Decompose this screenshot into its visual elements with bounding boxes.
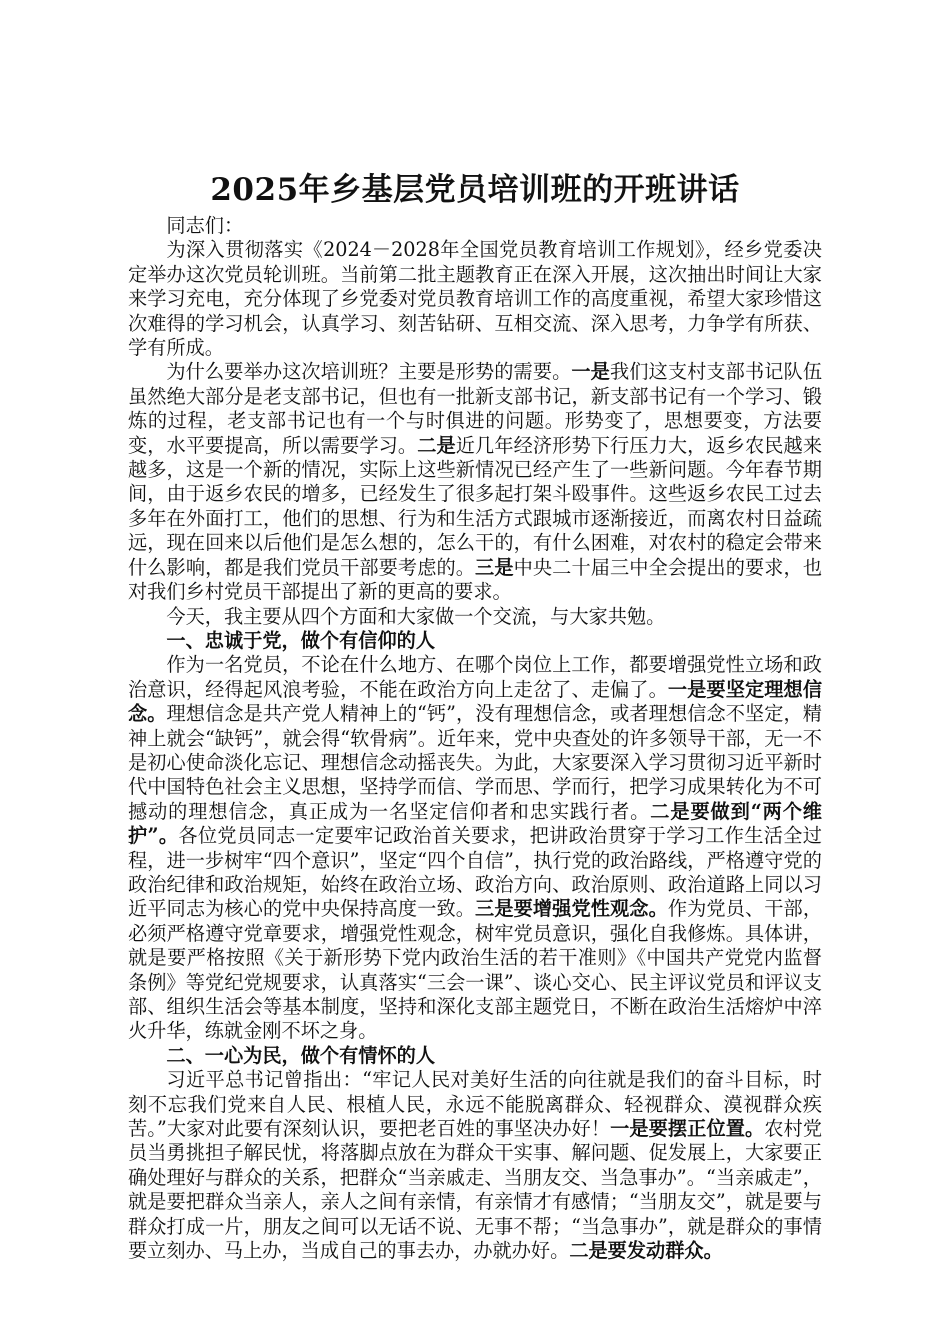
text-run: 作为党员、干部，必须严格遵守党章要求，增强党性观念，树牢党员意识，强化自我修炼。具体讲，就是要严格按照《关于新形势下党内政治生活的若干准则》《中国共产党党内监督条例》等党纪党规要求，认真落实“三会一课”、谈心交心、民主评议党员和评议支部、组织生活会等基本制度，坚持和深化支部主题党日，不断在政治生活熔炉中淬火升华，练就金刚不坏之身。 (128, 897, 823, 1043)
bold-run: 一是要坚定理想信念。 (128, 677, 823, 726)
paragraph-purpose (128, 360, 822, 604)
paragraph-section-2 (128, 1068, 822, 1263)
paragraph-overview: 今天，我主要从四个方面和大家做一个交流，与大家共勉。 (166, 604, 666, 628)
bold-run: 三是 (475, 555, 514, 579)
text-run: 作为一名党员，不论在什么地方、在哪个岗位上工作，都要增强党性立场和政治意识，经得起风浪考验，不能在政治方向上走岔了、走偏了。 (128, 653, 822, 701)
paragraph-intro: 为深入贯彻落实《2024－2028年全国党员教育培训工作规划》，经乡党委决定举办这次党员轮训班。当前第二批主题教育正在深入开展，这次抽出时间让大家来学习充电，充分体现了乡党委对党员教育培训工作的高度重视，希望大家珍惜这次难得的学习机会，认真学习、刻苦钻研、互相交流、深入思考，力争学有所获、学有所成。 (128, 238, 822, 360)
bold-run: 二是要发动群众。 (569, 1239, 723, 1263)
bold-run: 二是 (417, 433, 456, 457)
document-page (128, 170, 822, 1263)
text-run: 中央二十届三中全会提出的要求，也对我们乡村党员干部提出了新的更高的要求。 (128, 555, 823, 604)
document-title: 2025年乡基层党员培训班的开班讲话 (210, 172, 740, 208)
section-heading-2: 二、一心为民，做个有情怀的人 (166, 1043, 436, 1067)
text-run: 理想信念是共产党人精神上的“钙”，没有理想信念，或者理想信念不坚定，精神上就会“缺钙”，就会得“软骨病”。近年来，党中央查处的许多领导干部，无一不是初心使命淡化忘记、理想信念动摇丧失。为此，大家要深入学习贯彻习近平新时代中国特色社会主义思想，坚持学而信、学而思、学而行，把学习成果转化为不可撼动的理想信念，真正成为一名坚定信仰者和忠实践行者。 (128, 702, 822, 823)
bold-run: 二是要做到“两个维护”。 (128, 799, 822, 848)
text-run: 农村党员当勇挑担子解民忧，将落脚点放在为群众干实事、解问题、促发展上，大家要正确处理好与群众的关系，把群众“当亲戚走、当朋友交、当急事办”。“当亲戚走”，就是要把群众当亲人，亲人之间有亲情，有亲情才有感情；“当朋友交”，就是要与群众打成一片，朋友之间可以无话不说、无事不帮；“当急事办”，就是群众的事情要立刻办、马上办，当成自己的事去办，办就办好。 (128, 1117, 823, 1263)
salutation: 同志们： (166, 214, 244, 237)
paragraph-section-1 (128, 653, 822, 1044)
bold-run: 三是要增强党性观念。 (475, 897, 668, 921)
section-heading-1: 一、忠诚于党，做个有信仰的人 (166, 628, 436, 652)
text-run: 我们这支村支部书记队伍虽然绝大部分是老支部书记，但也有一批新支部书记，新支部书记有一个学习、锻炼的过程，老支部书记也有一个与时俱进的问题。形势变了，思想要变，方法要变，水平要提高，所以需要学习。 (128, 360, 823, 457)
text-run: 近几年经济形势下行压力大，返乡农民越来越多，这是一个新的情况，实际上这些新情况已经产生了一些新问题。今年春节期间，由于返乡农民的增多，已经发生了很多起打架斗殴事件。这些返乡农民工过去多年在外面打工，他们的思想、行为和生活方式跟城市逐渐接近，而离农村日益疏远，现在回来以后他们是怎么想的，怎么干的，有什么困难，对农村的稳定会带来什么影响，都是我们党员干部要考虑的。 (128, 433, 823, 579)
bold-run: 一是要摆正位置。 (610, 1117, 765, 1141)
text-run: 为什么要举办这次培训班？主要是形势的需要。 (166, 360, 572, 384)
text-run: 习近平总书记曾指出：“牢记人民对美好生活的向往就是我们的奋斗目标，时刻不忘我们党来自人民、根植人民，永远不能脱离群众、轻视群众、漠视群众疾苦。”大家对此要有深刻认识，要把老百姓的事坚决办好！ (128, 1068, 822, 1141)
bold-run: 一是 (571, 360, 610, 384)
text-run: 各位党员同志一定要牢记政治首关要求，把讲政治贯穿于学习工作生活全过程，进一步树牢“四个意识”，坚定“四个自信”，执行党的政治路线，严格遵守党的政治纪律和政治规矩，始终在政治立场、政治方向、政治原则、政治道路上同以习近平同志为核心的党中央保持高度一致。 (128, 824, 822, 921)
